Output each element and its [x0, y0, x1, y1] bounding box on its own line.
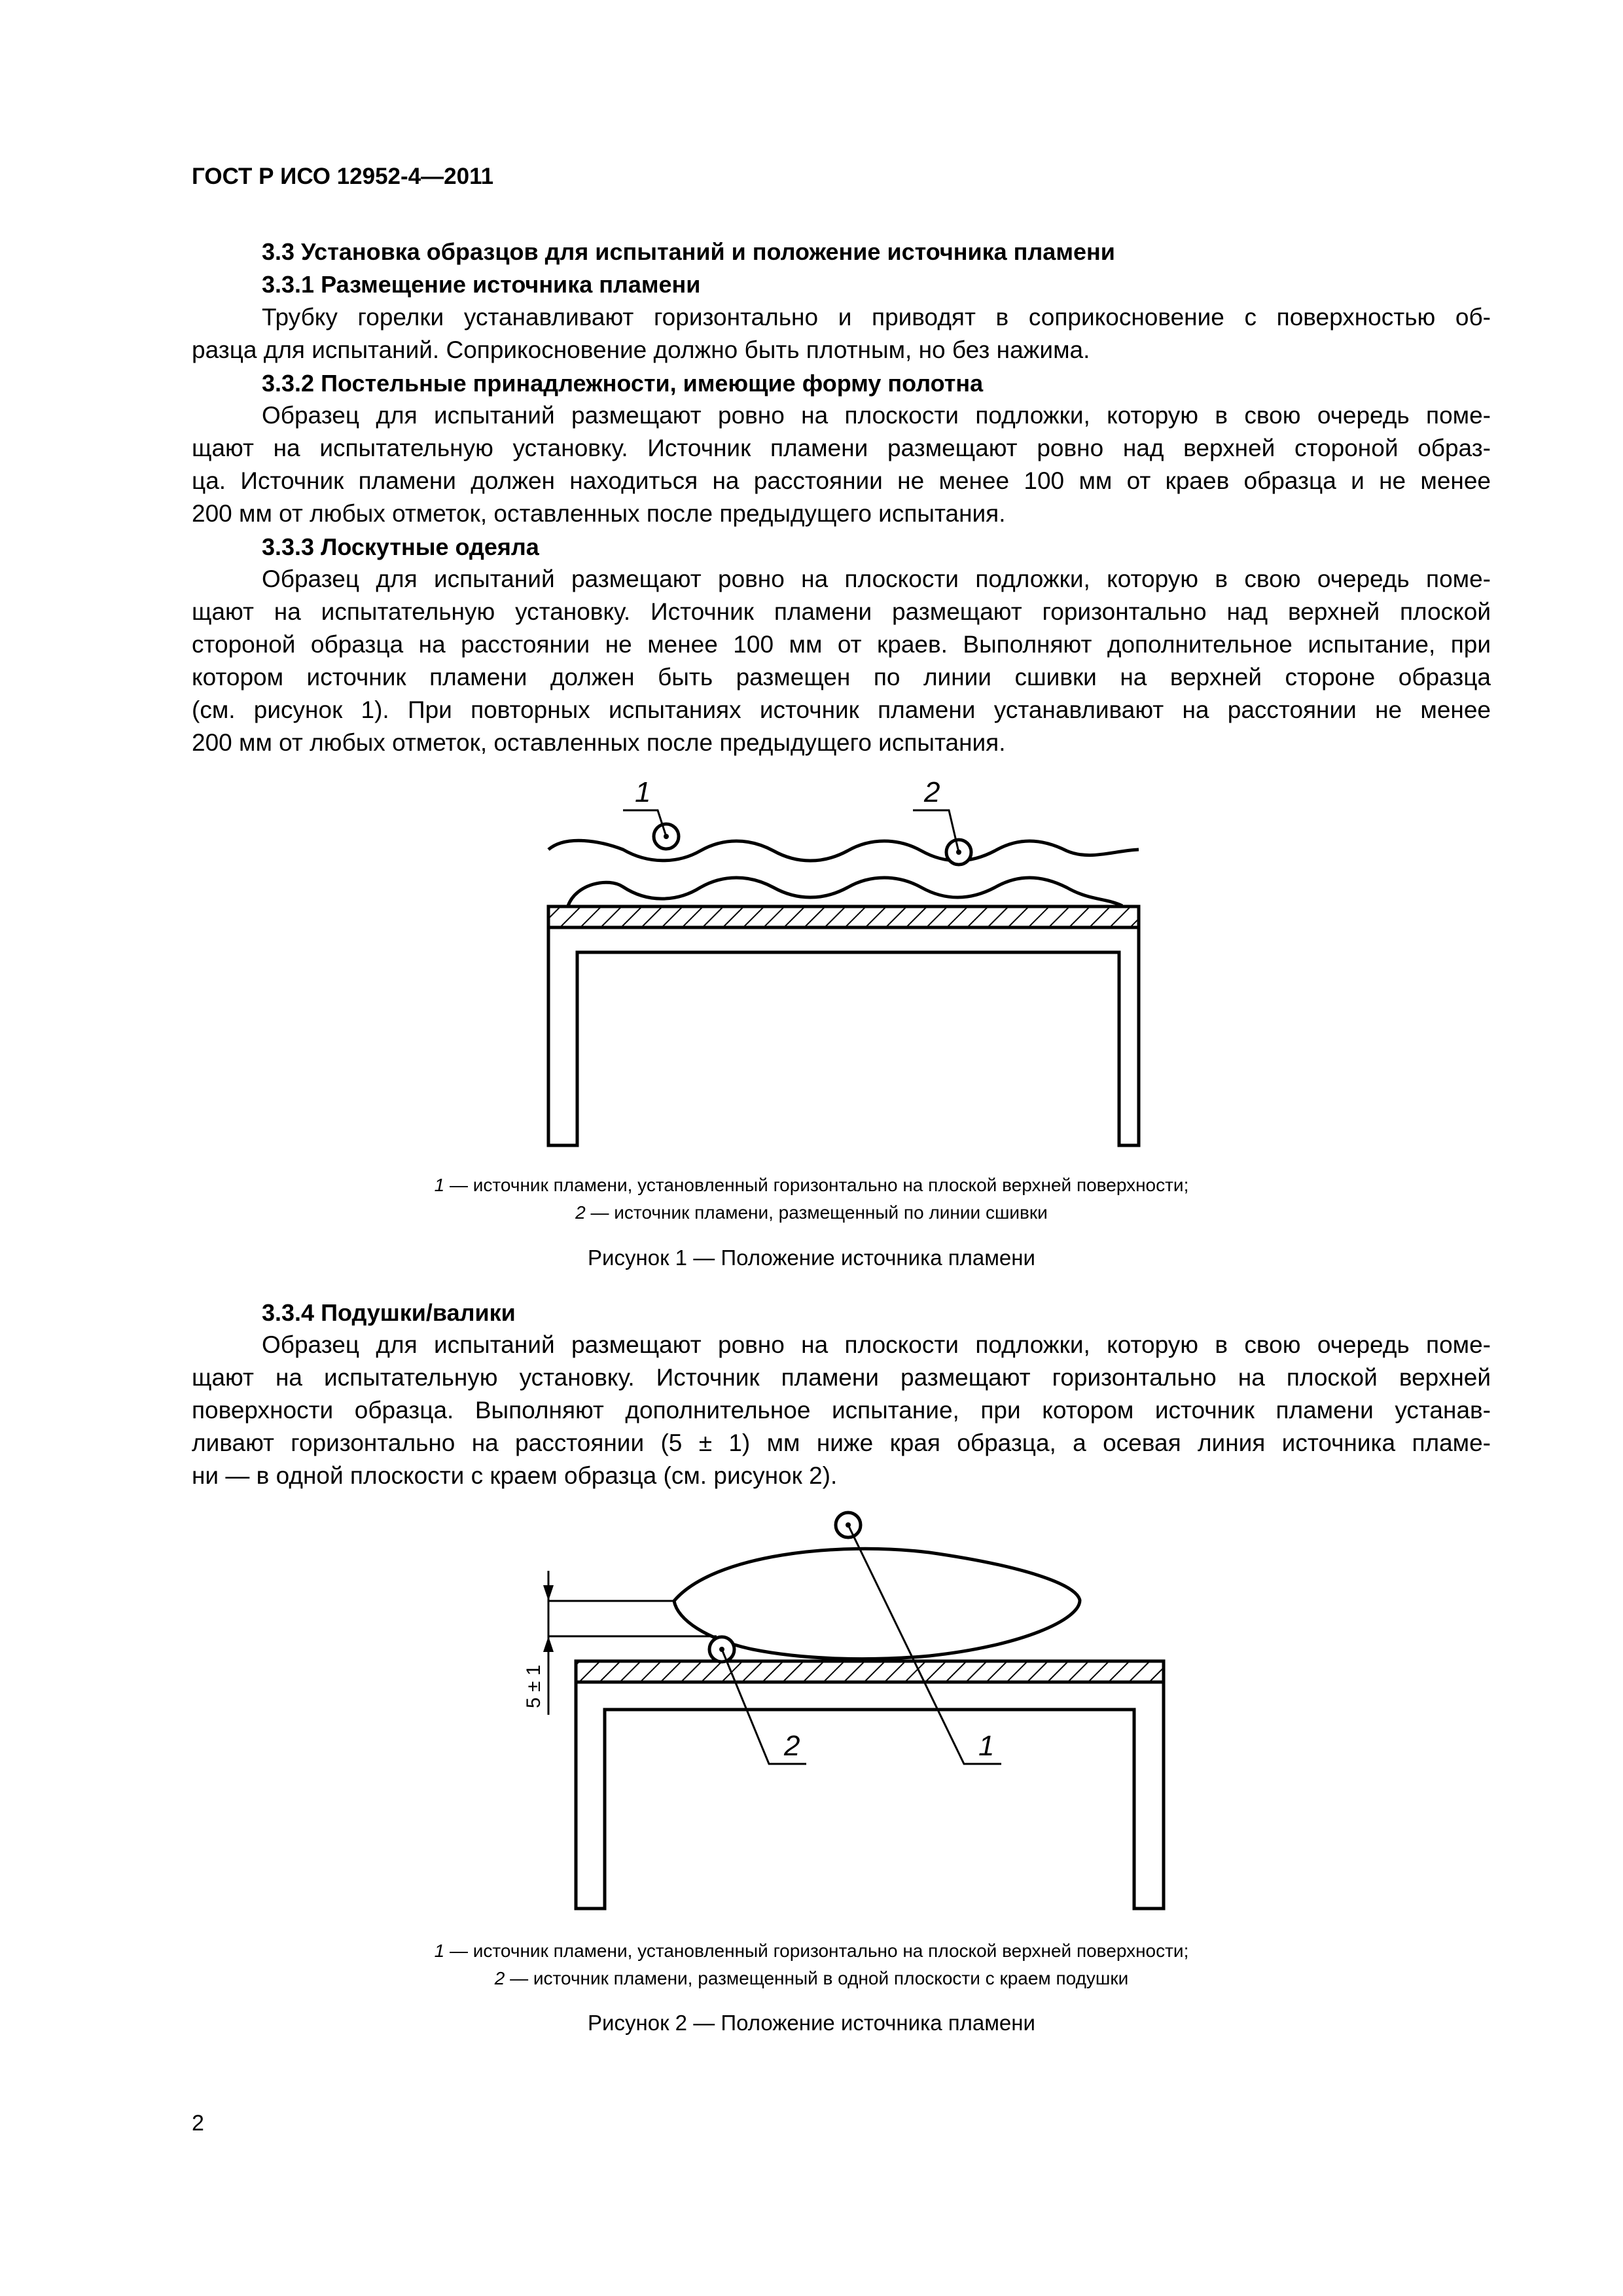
- text-line: щают на испытательную установку. Источник пламени размещают горизонтально над верхней плоской: [192, 598, 1491, 625]
- substrate-plate: [576, 1661, 1164, 1682]
- section-3-3-4-text: [192, 1329, 1491, 1492]
- legend-item: 1 — источник пламени, установленный горизонтально на плоской верхней поверхности;: [434, 1175, 1189, 1195]
- text-line: Трубку горелки устанавливают горизонтально и приводят в соприкосновение с поверхностью об-: [262, 304, 1491, 331]
- figure-2-caption: Рисунок 2 — Положение источника пламени: [588, 2011, 1035, 2035]
- text-line: стороной образца на расстоянии не менее 100 мм от краев. Выполняют дополнительное испытание, при: [192, 631, 1491, 658]
- flame-source-2-icon: [946, 840, 971, 865]
- figure-1-label-2: 2: [924, 776, 940, 808]
- text-line: котором источник пламени должен быть размещен по линии сшивки на верхней стороне образца: [192, 664, 1491, 691]
- leader-line-1: [848, 1525, 1001, 1764]
- text-line: поверхности образца. Выполняют дополнительное испытание, при котором источник пламени устанав-: [192, 1397, 1491, 1424]
- text-line: ливают горизонтально на расстоянии (5 ± 1) мм ниже края образца, а осевая линия источника пламе-: [192, 1429, 1491, 1456]
- dimension-label: 5 ± 1: [523, 1664, 544, 1708]
- figure-1-legend: [0, 1172, 1623, 1227]
- flame-source-1-icon: [836, 1513, 861, 1537]
- leader-line-2: [913, 810, 959, 852]
- section-3-3-2-text: [192, 399, 1491, 530]
- flame-source-2-icon: [709, 1637, 734, 1662]
- figure-1-label-1: 1: [635, 776, 651, 808]
- figure-2-label-1: 1: [978, 1730, 995, 1762]
- text-line: щают на испытательную установку. Источник пламени размещают горизонтально на плоской верхней: [192, 1364, 1491, 1391]
- figure-1-caption: Рисунок 1 — Положение источника пламени: [588, 1246, 1035, 1270]
- text-line: Образец для испытаний размещают ровно на плоскости подложки, которую в свою очередь поме-: [262, 402, 1491, 429]
- quilt-bottom-layer: [568, 878, 1122, 906]
- leader-line-1: [623, 810, 666, 836]
- figure-2-legend: [0, 1937, 1623, 1992]
- dimension-5-plus-minus-1: [548, 1571, 717, 1715]
- text-line: (см. рисунок 1). При повторных испытаниях источник пламени устанавливают на расстоянии не менее: [192, 696, 1491, 723]
- flame-source-1-icon: [654, 824, 679, 849]
- text-line: 200 мм от любых отметок, оставленных после предыдущего испытания.: [192, 729, 1006, 756]
- text-line: ни — в одной плоскости с краем образца (см. рисунок 2).: [192, 1462, 838, 1489]
- legend-item: 2 — источник пламени, размещенный в одной плоскости с краем подушки: [494, 1968, 1129, 1988]
- page-number: 2: [192, 2111, 204, 2136]
- substrate-plate: [548, 906, 1139, 927]
- section-3-3-3-text: [192, 563, 1491, 759]
- quilt-top-layer: [548, 840, 1139, 861]
- test-rig-frame: [576, 1682, 1164, 1909]
- legend-item: 1 — источник пламени, установленный горизонтально на плоской верхней поверхности;: [434, 1941, 1189, 1961]
- section-3-3-3-title: 3.3.3 Лоскутные одеяла: [262, 533, 539, 560]
- section-3-3-title: 3.3 Установка образцов для испытаний и положение источника пламени: [262, 238, 1115, 265]
- leader-line-2: [722, 1649, 806, 1764]
- document-header: ГОСТ Р ИСО 12952-4—2011: [192, 164, 494, 189]
- section-3-3-1-text: [192, 301, 1491, 367]
- test-rig-frame: [548, 927, 1139, 1145]
- text-line: ца. Источник пламени должен находиться на расстоянии не менее 100 мм от краев образца и не менее: [192, 467, 1491, 494]
- text-line: 200 мм от любых отметок, оставленных после предыдущего испытания.: [192, 500, 1006, 527]
- text-line: разца для испытаний. Соприкосновение должно быть плотным, но без нажима.: [192, 336, 1090, 363]
- figure-2-label-2: 2: [784, 1730, 800, 1762]
- section-3-3-4-title: 3.3.4 Подушки/валики: [262, 1299, 516, 1326]
- text-line: щают на испытательную установку. Источник пламени размещают ровно над верхней стороной образ-: [192, 435, 1491, 461]
- section-3-3-1-title: 3.3.1 Размещение источника пламени: [262, 271, 701, 298]
- legend-item: 2 — источник пламени, размещенный по линии сшивки: [575, 1202, 1048, 1223]
- section-3-3-2-title: 3.3.2 Постельные принадлежности, имеющие форму полотна: [262, 370, 984, 397]
- pillow-specimen: [674, 1549, 1080, 1659]
- text-line: Образец для испытаний размещают ровно на плоскости подложки, которую в свою очередь поме-: [262, 1331, 1491, 1358]
- text-line: Образец для испытаний размещают ровно на плоскости подложки, которую в свою очередь поме-: [262, 565, 1491, 592]
